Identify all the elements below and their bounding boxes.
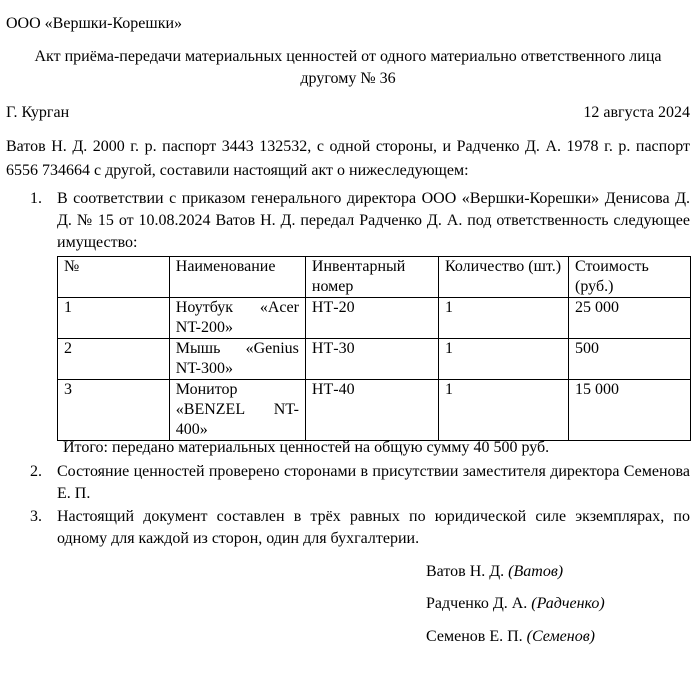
table-header-cell: Количество (шт.) xyxy=(439,257,569,298)
table-row xyxy=(58,298,691,339)
document-date: 12 августа 2024 xyxy=(583,104,690,121)
parties-paragraph: Ватов Н. Д. 2000 г. р. паспорт 3443 132532, с одной стороны, и Радченко Д. А. 1978 г. р. паспорт 6556 734664 с другой, составили настоящий акт о нижеследующем: xyxy=(6,138,690,179)
table-cell: Монитор «BENZEL NT-400» xyxy=(169,380,305,441)
table-header-row xyxy=(58,257,691,298)
table-cell: НТ-20 xyxy=(305,298,438,339)
table-cell: НТ-40 xyxy=(305,380,438,441)
table-cell: 2 xyxy=(58,339,170,380)
table-cell: 3 xyxy=(58,380,170,441)
table-cell: 500 xyxy=(569,339,691,380)
signature: (Радченко) xyxy=(531,595,605,612)
list-item-text: Состояние ценностей проверено сторонами в присутствии заместителя директора Семенова Е. П. xyxy=(57,463,690,502)
table-cell: Мышь «Genius NT-300» xyxy=(169,339,305,380)
table-row xyxy=(58,339,691,380)
table-row xyxy=(58,380,691,441)
list-item-text: Настоящий документ составлен в трёх равных по юридической силе экземплярах, по одному для каждой из сторон, один для бухгалтерии. xyxy=(57,508,690,547)
signature: (Семенов) xyxy=(526,628,595,645)
organization-name: ООО «Вершки-Корешки» xyxy=(6,15,183,32)
list-item-text: В соответствии с приказом генерального директора ООО «Вершки-Корешки» Денисова Д. Д. № 15 от 10.08.2024 Ватов Н. Д. передал Радченко Д. А. под ответственность следующее имущество: xyxy=(57,190,690,251)
signatory-name: Семенов Е. П. xyxy=(426,628,523,645)
table-cell: 1 xyxy=(58,298,170,339)
city: Г. Курган xyxy=(6,104,70,121)
table-cell: НТ-30 xyxy=(305,339,438,380)
list-item-number: 1. xyxy=(30,190,42,207)
signature-line xyxy=(426,595,605,613)
table-cell: 1 xyxy=(439,298,569,339)
table-cell: 1 xyxy=(439,339,569,380)
property-table xyxy=(57,256,691,441)
document-title: Акт приёма-передачи материальных ценностей от одного материально ответственного лица другому № 36 xyxy=(34,48,662,87)
signatory-name: Радченко Д. А. xyxy=(426,595,528,612)
table-header-cell: Наименование xyxy=(169,257,305,298)
table-header-cell: Инвентарный номер xyxy=(305,257,438,298)
table-cell: 15 000 xyxy=(569,380,691,441)
table-cell: Ноутбук «Acer NT-200» xyxy=(169,298,305,339)
table-cell: 25 000 xyxy=(569,298,691,339)
signature-line xyxy=(426,563,563,581)
total-sum: Итого: передано материальных ценностей на общую сумму 40 500 руб. xyxy=(63,439,550,456)
table-cell: 1 xyxy=(439,380,569,441)
list-item-number: 2. xyxy=(30,463,42,480)
signature: (Ватов) xyxy=(508,563,564,580)
list-item-number: 3. xyxy=(30,508,42,525)
table-header-cell: Стоимость (руб.) xyxy=(569,257,691,298)
signatory-name: Ватов Н. Д. xyxy=(426,563,505,580)
signature-line xyxy=(426,628,595,646)
place-date-line xyxy=(6,104,690,122)
table-header-cell: № xyxy=(58,257,170,298)
